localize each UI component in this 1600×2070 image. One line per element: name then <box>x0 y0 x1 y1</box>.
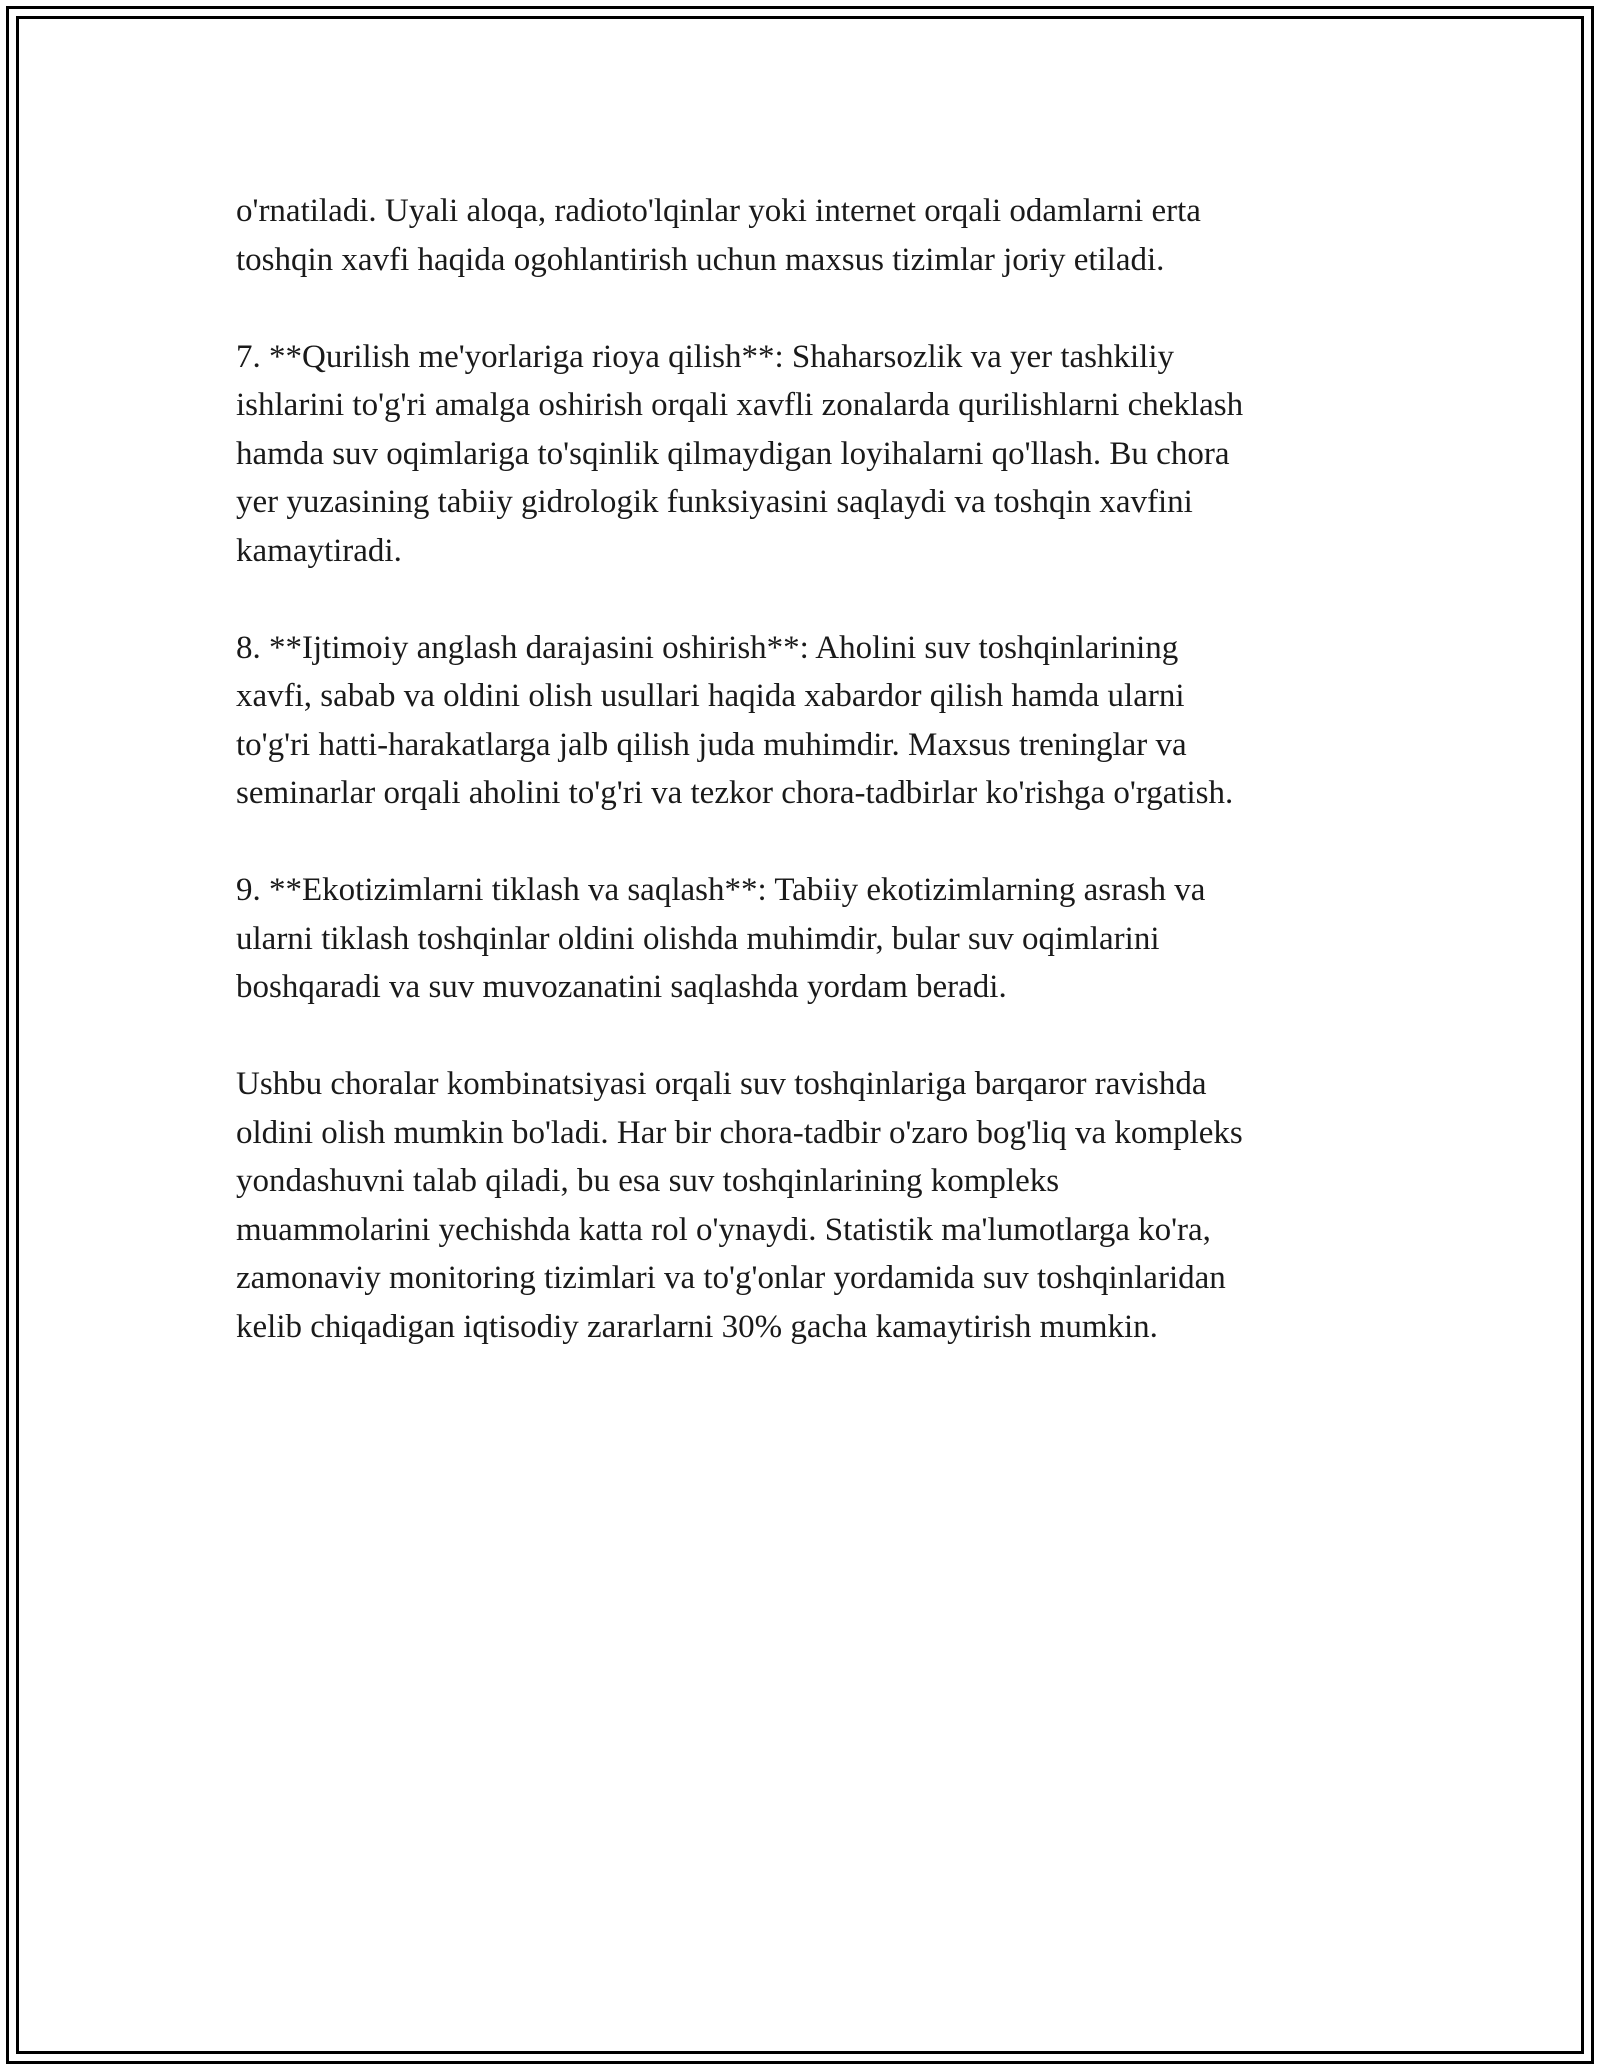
text-line: oldini olish mumkin bo'ladi. Har bir chora-tadbir o'zaro bog'liq va kompleks <box>236 1114 1243 1151</box>
text-line: muammolarini yechishda katta rol o'ynaydi. Statistik ma'lumotlarga ko'ra, <box>236 1211 1211 1248</box>
text-line: 7. **Qurilish me'yorlariga rioya qilish**: Shaharsozlik va yer tashkiliy <box>236 338 1175 375</box>
text-line: 8. **Ijtimoiy anglash darajasini oshirish**: Aholini suv toshqinlarining <box>236 629 1179 666</box>
document-body <box>236 187 1376 1351</box>
text-line: yondashuvni talab qiladi, bu esa suv toshqinlarining kompleks <box>236 1163 1060 1199</box>
text-line: Ushbu choralar kombinatsiyasi orqali suv toshqinlariga barqaror ravishda <box>236 1066 1207 1102</box>
text-line: kamaytiradi. <box>236 532 402 569</box>
text-line: xavfi, sabab va oldini olish usullari haqida xabardor qilish hamda ularni <box>236 678 1185 714</box>
text-line: zamonaviy monitoring tizimlari va to'g'onlar yordamida suv toshqinlaridan <box>236 1260 1226 1296</box>
text-line: o'rnatiladi. Uyali aloqa, radioto'lqinlar yoki internet orqali odamlarni erta <box>236 193 1201 229</box>
paragraph-item-8 <box>236 624 1376 818</box>
text-line: kelib chiqadigan iqtisodiy zararlarni 30% gacha kamaytirish mumkin. <box>236 1308 1158 1345</box>
text-line: ishlarini to'g'ri amalga oshirish orqali xavfli zonalarda qurilishlarni cheklash <box>236 387 1244 423</box>
paragraph-item-7 <box>236 333 1376 576</box>
text-line: ularni tiklash toshqinlar oldini olishda muhimdir, bular suv oqimlarini <box>236 920 1160 957</box>
text-line: 9. **Ekotizimlarni tiklash va saqlash**: Tabiiy ekotizimlarning asrash va <box>236 872 1206 908</box>
paragraph-conclusion <box>236 1060 1376 1351</box>
text-line: toshqin xavfi haqida ogohlantirish uchun maxsus tizimlar joriy etiladi. <box>236 241 1165 278</box>
text-line: seminarlar orqali aholini to'g'ri va tezkor chora-tadbirlar ko'rishga o'rgatish. <box>236 775 1234 811</box>
text-line: to'g'ri hatti-harakatlarga jalb qilish juda muhimdir. Maxsus treninglar va <box>236 726 1187 763</box>
text-line: yer yuzasining tabiiy gidrologik funksiyasini saqlaydi va toshqin xavfini <box>236 484 1193 520</box>
text-line: hamda suv oqimlariga to'sqinlik qilmaydigan loyihalarni qo'llash. Bu chora <box>236 435 1230 472</box>
paragraph-alert-systems <box>236 187 1376 284</box>
text-line: boshqaradi va suv muvozanatini saqlashda yordam beradi. <box>236 969 1007 1005</box>
paragraph-item-9 <box>236 866 1376 1012</box>
